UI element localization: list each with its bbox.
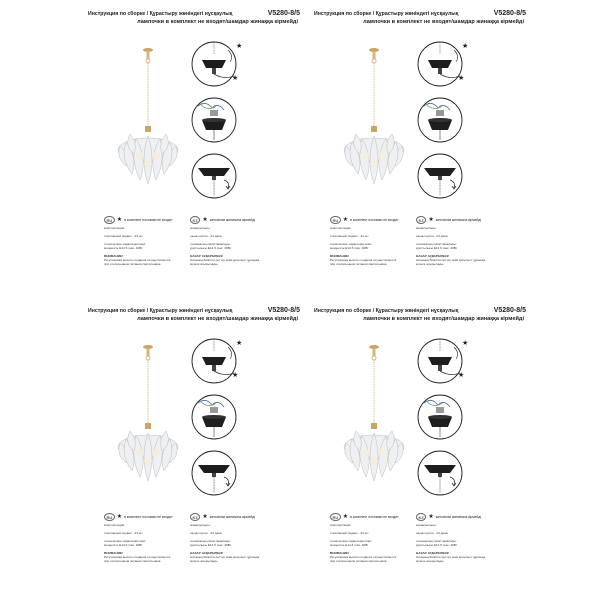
svg-text:★: ★ [236, 43, 243, 50]
ru-tech-label: технические характеристики: [104, 539, 146, 543]
kz-heading: жинақтылығы: [416, 226, 437, 230]
ru-text-block [330, 523, 416, 563]
star-icon: ★ [116, 513, 123, 520]
legend-kz [416, 216, 481, 224]
kz-text-block [190, 226, 276, 266]
kz-text-block [416, 523, 502, 563]
header-subtitle: лампочки в комплект не входят/шамдар жинаққа кірмейді [363, 19, 524, 25]
ru-text-block [330, 226, 416, 266]
ru-badge: RU [104, 513, 115, 521]
chandelier-illustration [334, 343, 414, 493]
kz-tech-label: техникалық сипаттамалары: [190, 539, 231, 543]
svg-text:★: ★ [232, 75, 239, 82]
star-icon: ★ [428, 513, 434, 520]
header-title: Инструкция по сборке / Құрастыру жөніндегі нұсқаулық [314, 11, 459, 17]
step-2-diagram [418, 395, 462, 439]
sheet-header [88, 307, 300, 322]
kz-tech-value: қуаттылығы Е14 6 max. 40Вт [190, 543, 232, 547]
assembly-steps [414, 40, 474, 210]
step-2-diagram [192, 395, 236, 439]
sheet-top-right [314, 10, 526, 280]
star-icon: ★ [428, 216, 434, 223]
kz-heading: жинақтылығы: [416, 523, 437, 527]
kz-warning-line2: жүзеге асырылады. [416, 559, 445, 563]
sheet-header [314, 307, 526, 322]
legend-ru-text: в комплект поставки не входит [350, 515, 399, 519]
star-icon: ★ [202, 513, 208, 520]
ru-tech-label: технические характеристики: [330, 539, 372, 543]
ru-warning-line1: Регулировка высоты подвеса осуществляется [104, 258, 171, 262]
assembly-steps [414, 337, 474, 507]
ru-tech-label: технические характеристики: [104, 242, 146, 246]
kz-tech-value: қуаттылығы Е14 6 max. 40Вт [190, 246, 232, 250]
ru-warning-title: ВНИМАНИЕ! [330, 254, 350, 258]
assembly-steps [188, 40, 248, 210]
step-3-diagram [192, 451, 236, 495]
header-subtitle: лампочки в комплект не входят/шамдар жинаққа кірмейді [137, 316, 298, 322]
kz-text-block [190, 523, 276, 563]
ru-badge: RU [330, 216, 341, 224]
ru-heading: комплектация: [330, 226, 351, 230]
kz-warning-line1: Аспаның биіктігін реттеу шам қосылып тұрғанда [416, 555, 486, 559]
sheet-bottom-left [88, 307, 300, 577]
step-2-diagram [192, 98, 236, 142]
legend-kz-text: жеткізілім жинағына кірмейді [435, 515, 482, 519]
kz-warning-line2: жүзеге асырылады. [190, 262, 219, 266]
legend-ru-text: в комплект поставки не входит [350, 218, 399, 222]
ru-text-block [104, 523, 190, 563]
chandelier-illustration [108, 343, 188, 493]
model-number: V5280-8/5 [493, 307, 526, 314]
kz-warning-line1: Аспаның биіктігін реттеу шам қосылып тұрғанда [190, 555, 260, 559]
sheet-header [314, 10, 526, 25]
kz-tech-label: техникалық сипаттамалары: [416, 242, 457, 246]
star-icon: ★ [116, 216, 123, 223]
ru-tech-value: мощность Е14 6 max. 40Вт [104, 246, 143, 250]
kz-warning-title: НАЗАР АУДАРЫҢЫЗ! [416, 254, 450, 258]
ru-warning-line2: при отключенном питании светильника. [104, 559, 162, 563]
kz-heading: жинақтылығы: [190, 226, 211, 230]
star-icon: ★ [342, 216, 349, 223]
ru-warning-line1: Регулировка высоты подвеса осуществляется [330, 258, 397, 262]
svg-text:★: ★ [462, 43, 469, 50]
legend-ru [104, 513, 173, 521]
header-title: Инструкция по сборке / Құрастыру жөніндегі нұсқаулық [88, 11, 233, 17]
ru-item: стеклянный подвес - 24 шт [104, 234, 143, 238]
legend-kz [190, 513, 255, 521]
step-1-diagram [192, 42, 242, 86]
legend-kz-text: жеткізілім жинағына кірмейді [209, 218, 256, 222]
model-number: V5280-8/5 [493, 10, 526, 17]
legend-ru [330, 216, 399, 224]
sheet-bottom-right [314, 307, 526, 577]
model-number: V5280-8/5 [267, 10, 300, 17]
ru-tech-label: технические характеристики: [330, 242, 372, 246]
ru-warning-line2: при отключенном питании светильника. [330, 262, 388, 266]
ru-item: стеклянный подвес - 24 шт [330, 531, 369, 535]
svg-text:★: ★ [232, 372, 239, 379]
svg-text:★: ★ [236, 340, 243, 347]
kz-tech-value: қуаттылығы Е14 6 max. 40Вт [416, 543, 458, 547]
ru-warning-title: ВНИМАНИЕ! [104, 551, 124, 555]
sheet-top-left [88, 10, 300, 280]
header-subtitle: лампочки в комплект не входят/шамдар жинаққа кірмейді [137, 19, 298, 25]
chandelier-illustration [334, 46, 414, 196]
ru-heading: комплектация: [104, 523, 125, 527]
header-subtitle: лампочки в комплект не входят/шамдар жинаққа кірмейді [363, 316, 524, 322]
kz-warning-line2: жүзеге асырылады. [190, 559, 219, 563]
legend-ru [330, 513, 399, 521]
kz-warning-line1: Аспаның биіктігін реттеу шам қосылып тұрғанда [416, 258, 486, 262]
svg-text:★: ★ [458, 372, 465, 379]
ru-badge: RU [104, 216, 115, 224]
model-number: V5280-8/5 [267, 307, 300, 314]
ru-item: стеклянный подвес - 24 шт [330, 234, 369, 238]
kz-text-block [416, 226, 502, 266]
header-title: Инструкция по сборке / Құрастыру жөніндегі нұсқаулық [314, 308, 459, 314]
step-3-diagram [418, 451, 462, 495]
ru-warning-title: ВНИМАНИЕ! [330, 551, 350, 555]
legend-kz-text: жеткізілім жинағына кірмейді [209, 515, 256, 519]
kz-item: шыны кулон - 24 дана [416, 531, 448, 535]
sheet-header [88, 10, 300, 25]
step-3-diagram [192, 154, 236, 198]
header-title: Инструкция по сборке / Құрастыру жөніндегі нұсқаулық [88, 308, 233, 314]
kz-warning-title: НАЗАР АУДАРЫҢЫЗ! [416, 551, 450, 555]
step-1-diagram [192, 339, 242, 383]
kz-badge: KZ [190, 513, 200, 521]
ru-warning-line2: при отключенном питании светильника. [330, 559, 388, 563]
svg-text:★: ★ [462, 340, 469, 347]
star-icon: ★ [342, 513, 349, 520]
kz-warning-line1: Аспаның биіктігін реттеу шам қосылып тұрғанда [190, 258, 260, 262]
kz-item: шыны кулон - 24 дана [190, 234, 222, 238]
star-icon: ★ [202, 216, 208, 223]
ru-tech-value: мощность Е14 6 max. 40Вт [330, 246, 369, 250]
kz-item: шыны кулон - 24 дана [416, 234, 448, 238]
legend-kz-text: жеткізілім жинағына кірмейді [435, 218, 482, 222]
ru-badge: RU [330, 513, 341, 521]
kz-warning-title: НАЗАР АУДАРЫҢЫЗ! [190, 551, 224, 555]
legend-ru-text: в комплект поставки не входит [124, 218, 173, 222]
ru-heading: комплектация: [330, 523, 351, 527]
step-2-diagram [418, 98, 462, 142]
kz-tech-label: техникалық сипаттамалары: [416, 539, 457, 543]
chandelier-illustration [108, 46, 188, 196]
ru-warning-title: ВНИМАНИЕ! [104, 254, 124, 258]
legend-ru-text: в комплект поставки не входит [124, 515, 173, 519]
ru-tech-value: мощность Е14 6 max. 40Вт [330, 543, 369, 547]
ru-text-block [104, 226, 190, 266]
kz-tech-value: қуаттылығы Е14 6 max. 40Вт [416, 246, 458, 250]
kz-item: шыны кулон - 24 дана [190, 531, 222, 535]
legend-kz [416, 513, 481, 521]
ru-tech-value: мощность Е14 6 max. 40Вт [104, 543, 143, 547]
assembly-steps [188, 337, 248, 507]
ru-heading: комплектация: [104, 226, 125, 230]
svg-text:★: ★ [458, 75, 465, 82]
ru-warning-line1: Регулировка высоты подвеса осуществляется [330, 555, 397, 559]
kz-warning-line2: жүзеге асырылады. [416, 262, 445, 266]
kz-badge: KZ [416, 513, 426, 521]
ru-item: стеклянный подвес - 24 шт [104, 531, 143, 535]
step-1-diagram [418, 339, 468, 383]
kz-badge: KZ [190, 216, 200, 224]
legend-kz [190, 216, 255, 224]
step-3-diagram [418, 154, 462, 198]
step-1-diagram [418, 42, 468, 86]
legend-ru [104, 216, 173, 224]
kz-tech-label: техникалық сипаттамалары: [190, 242, 231, 246]
kz-warning-title: НАЗАР АУДАРЫҢЫЗ! [190, 254, 224, 258]
kz-heading: жинақтылығы: [190, 523, 211, 527]
kz-badge: KZ [416, 216, 426, 224]
ru-warning-line1: Регулировка высоты подвеса осуществляется [104, 555, 171, 559]
ru-warning-line2: при отключенном питании светильника. [104, 262, 162, 266]
